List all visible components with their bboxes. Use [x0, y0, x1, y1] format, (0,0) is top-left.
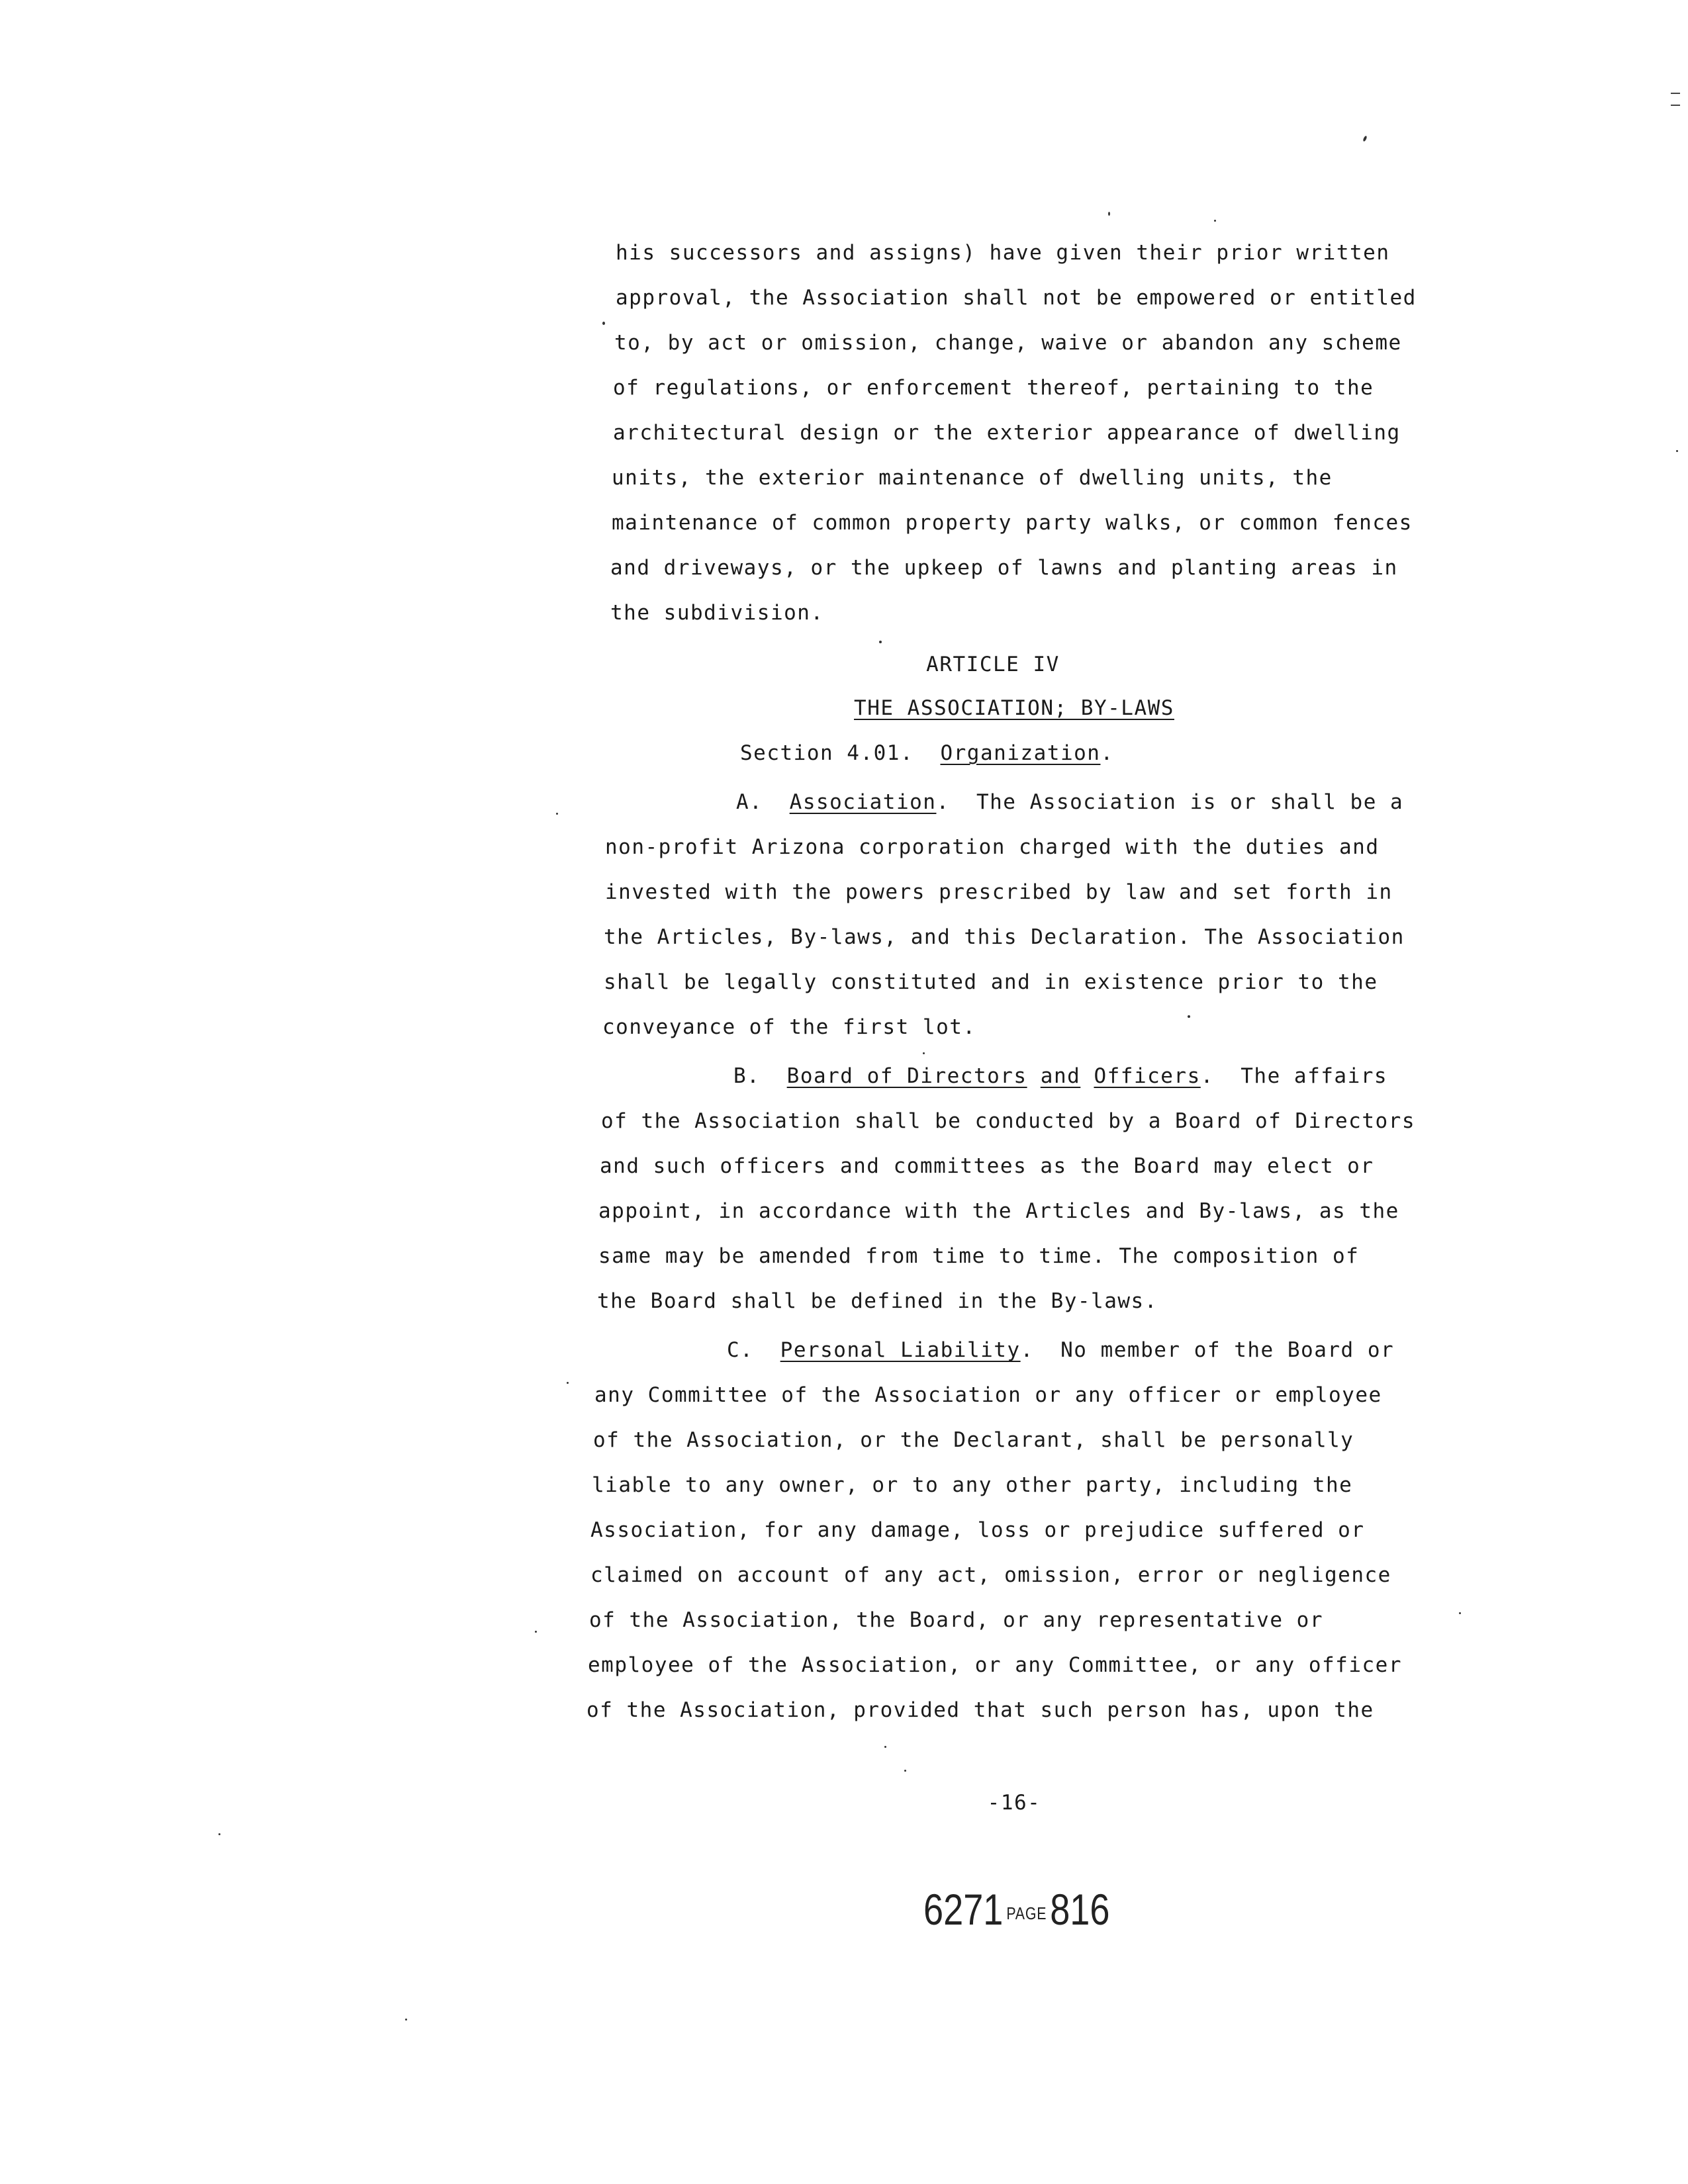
- body-line-2: approval, the Association shall not be empowered or entitled: [616, 286, 1417, 310]
- section-heading: Section 4.01. Organization.: [740, 741, 1114, 765]
- scan-speck: [602, 322, 605, 325]
- para-c-first-line: C. Personal Liability. No member of the Board or: [727, 1338, 1395, 1362]
- para-a-line-5: conveyance of the first lot.: [602, 1015, 976, 1039]
- scan-speck: [556, 813, 558, 815]
- para-a-line-2: invested with the powers prescribed by law and set forth in: [605, 880, 1393, 904]
- para-b-line-5: the Board shall be defined in the By-laws.: [597, 1289, 1158, 1313]
- scan-speck: [218, 1833, 220, 1835]
- para-c-line-4: Association, for any damage, loss or prejudice suffered or: [590, 1518, 1365, 1542]
- scan-speck: [884, 1746, 886, 1748]
- scan-speck: [567, 1382, 569, 1384]
- body-line-3: to, by act or omission, change, waive or abandon any scheme: [614, 331, 1402, 355]
- body-line-7: maintenance of common property party walks, or common fences: [612, 511, 1413, 535]
- page-number: -16-: [987, 1791, 1041, 1815]
- scan-speck: [1459, 1612, 1461, 1614]
- para-c-line-6: of the Association, the Board, or any representative or: [589, 1608, 1323, 1632]
- edge-mark: [1671, 105, 1680, 106]
- para-a-letter: A.: [736, 790, 763, 814]
- para-b-line-1: of the Association shall be conducted by a Board of Directors: [601, 1109, 1415, 1133]
- para-a-title: Association: [789, 790, 937, 814]
- recording-page: 816: [1050, 1885, 1110, 1934]
- recording-mid-text: PAGE: [1006, 1903, 1047, 1923]
- body-line-1: his successors and assigns) have given their prior written: [616, 241, 1390, 265]
- scan-speck: [879, 641, 882, 643]
- body-line-6: units, the exterior maintenance of dwelling units, the: [612, 466, 1333, 490]
- section-title: Organization: [940, 741, 1101, 765]
- scan-speck: [535, 1631, 537, 1633]
- para-a-line-1: non-profit Arizona corporation charged with the duties and: [605, 835, 1380, 859]
- scan-speck: [1676, 450, 1678, 452]
- scan-speck: [405, 2019, 407, 2021]
- scan-speck: [904, 1770, 906, 1772]
- para-c-line-8: of the Association, provided that such person has, upon the: [586, 1698, 1374, 1722]
- recording-docket: 6271: [923, 1885, 1004, 1934]
- article-title: THE ASSOCIATION; BY-LAWS: [854, 696, 1174, 720]
- section-label: Section 4.01.: [740, 741, 914, 765]
- scan-speck: [923, 1052, 925, 1054]
- article-heading: ARTICLE IV: [926, 653, 1060, 676]
- para-c-line-7: employee of the Association, or any Committee, or any officer: [588, 1653, 1402, 1677]
- para-b-letter: B.: [733, 1064, 761, 1088]
- para-c-line-5: claimed on account of any act, omission, error or negligence: [590, 1563, 1391, 1587]
- edge-mark: [1671, 93, 1680, 94]
- para-c-title: Personal Liability: [780, 1338, 1021, 1362]
- scan-speck: [1362, 136, 1367, 142]
- para-b-first-line: B. Board of Directors and Officers. The affairs: [733, 1064, 1388, 1088]
- scan-speck: [1188, 1015, 1190, 1018]
- para-a-line-3: the Articles, By-laws, and this Declaration. The Association: [604, 925, 1405, 949]
- para-b-title-1: Board of Directors: [786, 1064, 1027, 1088]
- para-b-line-2: and such officers and committees as the Board may elect or: [600, 1154, 1374, 1178]
- para-b-line-3: appoint, in accordance with the Articles and By-laws, as the: [598, 1199, 1399, 1223]
- para-c-line-1: any Committee of the Association or any officer or employee: [594, 1383, 1382, 1407]
- para-c-line-3: liable to any owner, or to any other party, including the: [592, 1473, 1353, 1497]
- para-a-first-line: A. Association. The Association is or shall be a: [736, 790, 1404, 814]
- para-b-line-4: same may be amended from time to time. The composition of: [598, 1244, 1360, 1268]
- para-a-line-4: shall be legally constituted and in existence prior to the: [604, 970, 1378, 994]
- body-line-4: of regulations, or enforcement thereof, pertaining to the: [613, 376, 1374, 400]
- para-c-letter: C.: [727, 1338, 754, 1362]
- body-line-9: the subdivision.: [610, 601, 824, 625]
- para-b-title-2: Officers: [1094, 1064, 1201, 1088]
- body-line-5: architectural design or the exterior appearance of dwelling: [613, 421, 1401, 445]
- para-c-line-2: of the Association, or the Declarant, shall be personally: [593, 1428, 1354, 1452]
- scan-speck: [1108, 212, 1110, 216]
- scan-speck: [1214, 220, 1216, 222]
- recording-stamp: [923, 1883, 1109, 1940]
- body-line-8: and driveways, or the upkeep of lawns and planting areas in: [610, 556, 1398, 580]
